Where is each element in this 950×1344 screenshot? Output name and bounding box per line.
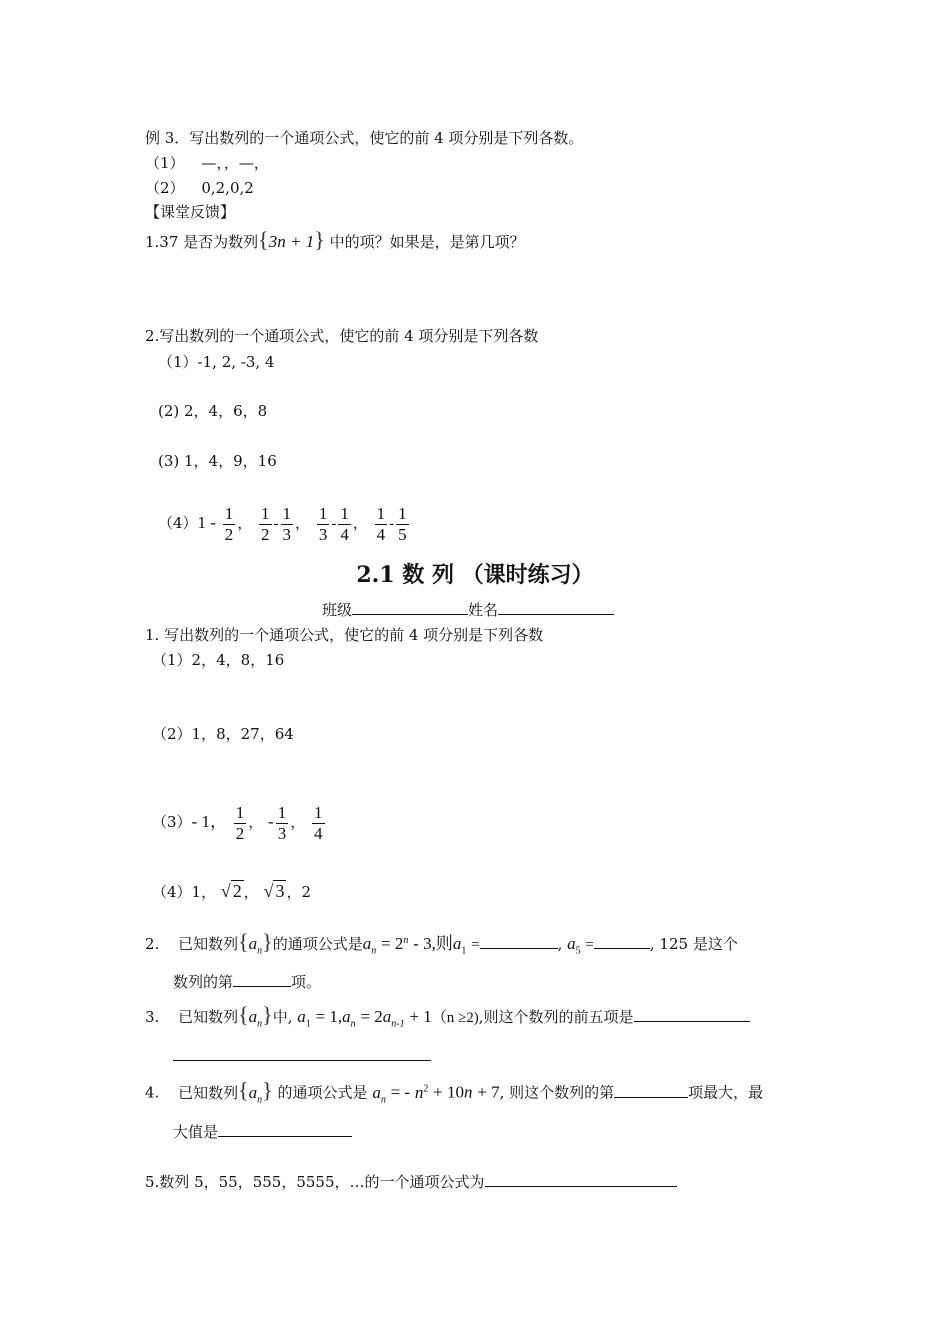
class-label: 班级 [322,601,353,619]
practice-q1-4-tail: ，2 [286,883,311,901]
practice-question-1-part3 [152,799,327,845]
practice-q2-a: 已知数列 [178,935,239,953]
practice-q2-c: 125 是这个 [659,935,738,953]
practice-question-3-line2 [173,1046,431,1066]
practice-question-1-heading: 1. 写出数列的一个通项公式，使它的前 4 项分别是下列各数 [145,626,544,644]
fraction-one-third: $\frac{1}{3}$ [318,503,328,544]
comma: ， [295,514,311,532]
practice-q3-f: ,则这个数列的前五项是 [478,1008,634,1026]
practice-q4-b: 的通项公式是 [277,1083,368,1102]
practice-q4-formula: = - [390,1082,411,1102]
sqrt-icon: √ 3 [263,881,285,901]
left-brace-icon: { [238,1077,249,1103]
practice-q2-e: 项。 [291,973,322,991]
question-number: 4. [145,1083,160,1102]
practice-question-1-part4 [152,876,311,907]
term-index-blank[interactable] [233,972,291,987]
practice-q4-e: 大值是 [173,1123,219,1141]
minus-sign: - [331,516,337,532]
example3-part2 [145,178,254,198]
a1-blank[interactable] [480,934,558,949]
practice-question-3: 3. 已知数列$\{a_n\}$中, $a_1 = 1,a_n = 2a_{n-1} + 1(n \ge 2)$,则这个数列的前五项是 [145,1002,750,1037]
max-term-index-blank[interactable] [614,1083,688,1098]
right-brace-icon: } [314,227,325,252]
practice-q2-d: 数列的第 [173,973,234,991]
practice-q4-formula2: + 10 [433,1082,464,1102]
practice-q4-d: 项最大，最 [688,1083,764,1102]
fraction-one-half: $\frac{1}{2}$ [224,503,234,544]
feedback-question-2-part4 [158,500,411,547]
left-brace-icon: { [238,1002,249,1027]
practice-q3-b: 中, [272,1008,293,1026]
practice-q3-condition: （n ≥2) [431,1010,479,1026]
feedback-question-2-part3: (3) 1，4，9，16 [158,452,277,470]
right-brace-icon: } [262,1002,273,1027]
practice-title: 2.1 数 列 （课时练习） [356,562,594,588]
right-brace-icon: } [262,1077,273,1103]
practice-q2-formula-tail: - 3,则 [413,934,453,953]
sqrt-icon: √ 2 [220,881,242,901]
practice-q3-a: 已知数列 [178,1008,239,1026]
practice-question-5 [145,1172,677,1192]
practice-question-1-part1: （1）2，4，8，16 [152,651,285,669]
fraction-one-fifth: $\frac{1}{5}$ [398,503,407,544]
a5-blank[interactable] [594,934,650,949]
feedback-q2-4-lead: 1 - [197,513,216,532]
practice-q3-c: = 1, [315,1007,343,1026]
example3-part1 [145,153,269,173]
practice-q4-formula3: + 7 [477,1082,500,1102]
practice-q5-text: 5.数列 5，55，555，5555，…的一个通项公式为 [145,1173,485,1191]
minus-sign: - [268,812,274,831]
feedback-q1-suffix: 中的项？如果是，是第几项？ [329,233,525,251]
practice-q4-a: 已知数列 [178,1083,239,1102]
feedback-q2-4-label: （4） [158,514,198,532]
comma: ， [248,813,264,831]
example3-part1-text: —，，—， [201,154,269,172]
general-term-blank[interactable] [485,1172,677,1187]
practice-q1-4-label: （4）1， [152,883,217,901]
comma: ， [352,514,368,532]
practice-question-4-line2 [173,1122,352,1142]
sqrt-two-radicand: 2 [232,881,242,901]
feedback-question-1 [145,227,525,252]
fraction-one-half: $\frac{1}{2}$ [261,503,270,544]
max-value-blank[interactable] [218,1122,352,1137]
practice-q3-d: = 2 [360,1007,383,1026]
practice-q4-c: , 则这个数列的第 [499,1083,615,1102]
practice-question-1-part2: （2）1，8，27，64 [152,725,294,743]
feedback-question-2-part2: (2) 2，4，6，8 [158,402,268,420]
fraction-one-third: $\frac{1}{3}$ [277,802,287,843]
sqrt-three-radicand: 3 [275,881,285,901]
minus-sign: - [273,516,279,532]
comma: ， [290,813,306,831]
practice-q2-formula: = 2 [381,934,404,953]
example3-part2-text: 0,2,0,2 [201,179,254,197]
class-blank[interactable] [352,600,468,615]
feedback-heading: 【课堂反馈】 [145,203,236,221]
name-label: 姓名 [468,601,499,619]
first-five-terms-blank-continued[interactable] [173,1046,431,1061]
minus-sign: - [389,516,395,532]
practice-question-2-line2 [173,972,321,992]
example3-part1-label: （1） [145,154,185,172]
feedback-q1-prefix: 1.37 是否为数列 [145,233,259,251]
fraction-one-fourth: $\frac{1}{4}$ [314,802,323,843]
left-brace-icon: { [258,227,269,252]
feedback-q1-expression: 3n + 1 [268,232,315,251]
practice-q3-e: + 1 [409,1007,432,1026]
question-number: 3. [145,1008,160,1026]
practice-q1-3-label: （3） [152,813,192,831]
equals-sign: = [471,937,480,953]
example3-heading: 例 3．写出数列的一个通项公式，使它的前 4 项分别是下列各数。 [145,129,584,147]
comma: ， [237,514,253,532]
fraction-one-fourth: $\frac{1}{4}$ [376,503,386,544]
feedback-question-2-heading: 2.写出数列的一个通项公式，使它的前 4 项分别是下列各数 [145,327,539,345]
feedback-question-2-part1: （1）-1, 2, -3, 4 [158,353,275,371]
practice-q1-3-lead: - 1， [191,812,227,831]
fraction-one-third: $\frac{1}{3}$ [282,503,292,544]
right-brace-icon: } [262,929,273,954]
first-five-terms-blank[interactable] [634,1007,750,1022]
fraction-one-fourth: $\frac{1}{4}$ [340,503,349,544]
left-brace-icon: { [238,929,249,954]
question-number: 2. [145,935,160,953]
practice-question-4: 4. 已知数列$\{a_n\}$ 的通项公式是 $a_n$ = - $n^2 + 10n + 7$, 则这个数列的第 项最大，最 [145,1077,764,1106]
comma: ， [243,883,259,901]
equals-sign: = [585,937,594,953]
practice-q2-b: 的通项公式是 [272,935,363,953]
practice-question-2: 2. 已知数列$\{a_n\}$的通项公式是$a_n = 2^n - 3$,则$a_1$ = , $a_5$ = , 125 是这个 [145,929,738,957]
fraction-one-half: $\frac{1}{2}$ [235,802,245,843]
example3-part2-label: （2） [145,179,185,197]
class-name-line [322,600,614,620]
name-blank[interactable] [498,600,614,615]
